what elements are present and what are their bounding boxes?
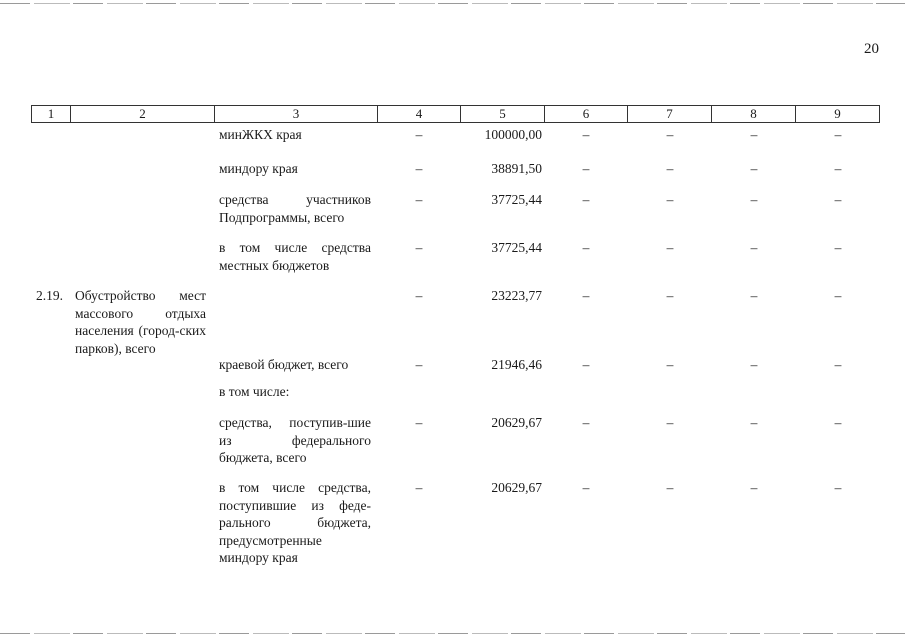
scan-edge-top	[0, 3, 905, 4]
funding-source: в том числе средства, поступившие из феде-рального бюджета, предусмотренные миндору края	[219, 480, 371, 565]
col6-value: –	[582, 288, 590, 303]
col9-value: –	[834, 192, 842, 207]
item-name: Обустройство мест массового отдыха населения (город-ских парков), всего	[75, 288, 206, 356]
col6-value: –	[582, 192, 590, 207]
col6-value: –	[582, 161, 590, 176]
col6-value: –	[582, 415, 590, 430]
column-header-row	[31, 105, 880, 123]
col8-value: –	[750, 127, 758, 142]
column-header-4: 4	[378, 106, 461, 123]
col7-value: –	[666, 288, 674, 303]
col9-value: –	[834, 480, 842, 495]
col4-value: –	[415, 415, 423, 430]
column-header-8: 8	[712, 106, 796, 123]
amount-value: 20629,67	[491, 415, 542, 430]
col6-value: –	[582, 240, 590, 255]
funding-source: в том числе:	[219, 384, 290, 399]
col7-value: –	[666, 357, 674, 372]
col7-value: –	[666, 240, 674, 255]
col9-value: –	[834, 357, 842, 372]
col7-value: –	[666, 127, 674, 142]
col8-value: –	[750, 161, 758, 176]
col4-value: –	[415, 288, 423, 303]
col9-value: –	[834, 161, 842, 176]
col8-value: –	[750, 288, 758, 303]
funding-source: в том числе средства местных бюджетов	[219, 240, 371, 273]
amount-value: 20629,67	[491, 480, 542, 495]
col4-value: –	[415, 192, 423, 207]
col8-value: –	[750, 415, 758, 430]
col7-value: –	[666, 415, 674, 430]
funding-source: минЖКХ края	[219, 127, 302, 142]
funding-source: краевой бюджет, всего	[219, 357, 349, 372]
col9-value: –	[834, 240, 842, 255]
col8-value: –	[750, 240, 758, 255]
column-header-9: 9	[796, 106, 880, 123]
column-header-5: 5	[461, 106, 545, 123]
column-header-1: 1	[32, 106, 71, 123]
col6-value: –	[582, 357, 590, 372]
col6-value: –	[582, 480, 590, 495]
amount-value: 37725,44	[491, 240, 542, 255]
amount-value: 21946,46	[491, 357, 542, 372]
funding-source: средства участников Подпрограммы, всего	[219, 192, 371, 225]
col8-value: –	[750, 357, 758, 372]
page-number: 20	[864, 41, 879, 57]
col6-value: –	[582, 127, 590, 142]
amount-value: 100000,00	[484, 127, 542, 142]
column-header-7: 7	[628, 106, 712, 123]
scan-edge-bottom	[0, 633, 905, 634]
col9-value: –	[834, 288, 842, 303]
col8-value: –	[750, 480, 758, 495]
col4-value: –	[415, 240, 423, 255]
col8-value: –	[750, 192, 758, 207]
col7-value: –	[666, 192, 674, 207]
amount-value: 38891,50	[491, 161, 542, 176]
col9-value: –	[834, 127, 842, 142]
col7-value: –	[666, 480, 674, 495]
column-header-2: 2	[71, 106, 215, 123]
column-header-6: 6	[545, 106, 628, 123]
col4-value: –	[415, 357, 423, 372]
col9-value: –	[834, 415, 842, 430]
funding-source: средства, поступив-шие из федерального бюджета, всего	[219, 415, 371, 465]
funding-source: миндору края	[219, 161, 298, 176]
col7-value: –	[666, 161, 674, 176]
col4-value: –	[415, 161, 423, 176]
amount-value: 23223,77	[491, 288, 542, 303]
column-header-3: 3	[215, 106, 378, 123]
item-number: 2.19.	[36, 288, 63, 303]
col4-value: –	[415, 480, 423, 495]
col4-value: –	[415, 127, 423, 142]
amount-value: 37725,44	[491, 192, 542, 207]
